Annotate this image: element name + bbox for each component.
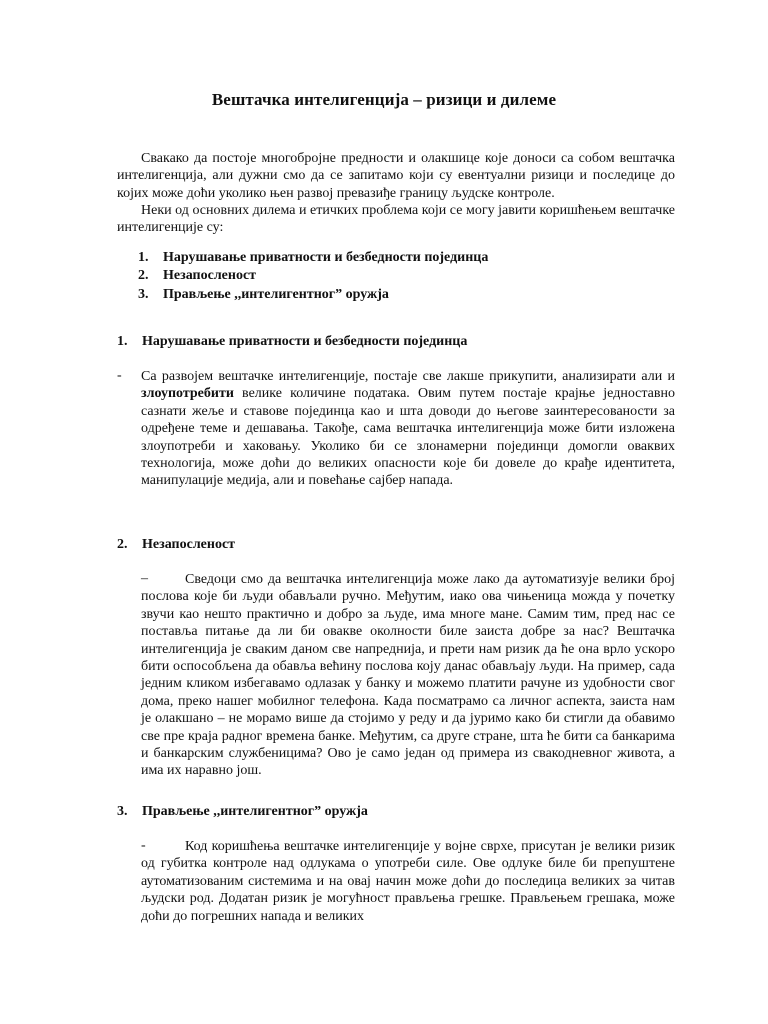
section-1-paragraph [141, 368, 675, 490]
list-item-label: Нарушавање приватности и безбедности појединца [163, 250, 489, 265]
section-1-heading [117, 334, 467, 350]
section-title: Незапосленост [142, 537, 236, 552]
paragraph-text: велике количине података. Овим путем постаје крајње једноставно сазнати жеље и ставове појединца као и шта доводи до његове заинтересованости за одређене теме и дешавања. Такође, сама вештачка интелигенција може бити изложена злоупотреби и хаковању. Уколико би се злонамерни појединци домогли оваквих технологија, може доћи до великих опасности које би довеле до крађе идентитета, манипулације медија, али и повећање сајбер напада. [141, 386, 675, 489]
bullet-dash: - [117, 368, 122, 383]
list-item-label: Прављење ,,интелигентног” оружја [163, 286, 389, 302]
bullet-dash: – [141, 571, 148, 586]
section-3-paragraph: Код коришћења вештачке интелигенције у војне сврхе, присутан је велики ризик од губитка контроле над одлукама о употреби силе. Ове одлуке биле би препуштене аутоматизованим системима и на овај начин може доћи до последица великих за читав људски род. Додатан ризик је могућност прављења грешке. Прављењем грешака, може доћи до погрешних напада и великих [141, 839, 675, 924]
list-item [138, 267, 488, 285]
document-title: Вештачка интелигенција – ризици и дилеме [211, 90, 557, 109]
list-item [138, 249, 488, 267]
intro-paragraph-2: Неки од основних дилема и етичких проблема који се могу јавити коришћењем вештачке интелигенције су: [117, 203, 675, 236]
intro-paragraph-1: Свакако да постоје многобројне предности и олакшице које доноси са собом вештачка интелигенција, али дужни смо да се запитамо који су евентуални ризици и последице до којих може доћи уколико њен развој превазиђе границу људске контроле. [117, 151, 675, 201]
section-number: 2. [117, 537, 128, 552]
section-title: Прављење ,,интелигентног” оружја [142, 804, 368, 819]
list-item-number: 1. [138, 250, 149, 265]
emphasis-text: злоупотребити [141, 386, 234, 402]
section-2-heading [117, 537, 235, 553]
bullet-dash: - [141, 838, 146, 853]
list-item-label: Незапосленост [163, 268, 257, 284]
list-item-number: 3. [138, 286, 149, 302]
section-title: Нарушавање приватности и безбедности појединца [142, 334, 468, 349]
section-number: 3. [117, 804, 128, 819]
section-2-paragraph: Сведоци смо да вештачка интелигенција може лако да аутоматизује велики број послова које би људи обављали ручно. Међутим, иако ова чињеница можда у почетку звучи као нешто практично и добро за људе, има многе мане. Самим тим, пред нас се поставља питање да ли би овакве околности биле заиста добре за нас? Вештачка интелигенција је сваким даном све напреднија, и прети нам ризик да ће она врло ускоро бити оспособљена да обавља већину послова коју данас обављају људи. На пример, сада једним кликом избегавамо одлазак у банку и можемо платити рачуне из удобности свог дома, преко нашег мобилног телефона. Када посматрамо са личног аспекта, заиста нам је олакшано – не морамо више да стојимо у реду и да јуримо како би стигли да обавимо све пре краја радног времена банке. Међутим, са друге стране, шта ће бити са банкарима и банкарским службеницима? Ово је само један од примера из свакодневног живота, а има их наравно још. [141, 572, 675, 779]
section-number: 1. [117, 334, 128, 349]
topics-list [138, 249, 488, 304]
paragraph-text: Са развојем вештачке интелигенције, постаје све лакше прикупити, анализирати али и [141, 369, 675, 384]
list-item [138, 286, 488, 304]
section-3-heading [117, 804, 368, 820]
list-item-number: 2. [138, 268, 149, 284]
